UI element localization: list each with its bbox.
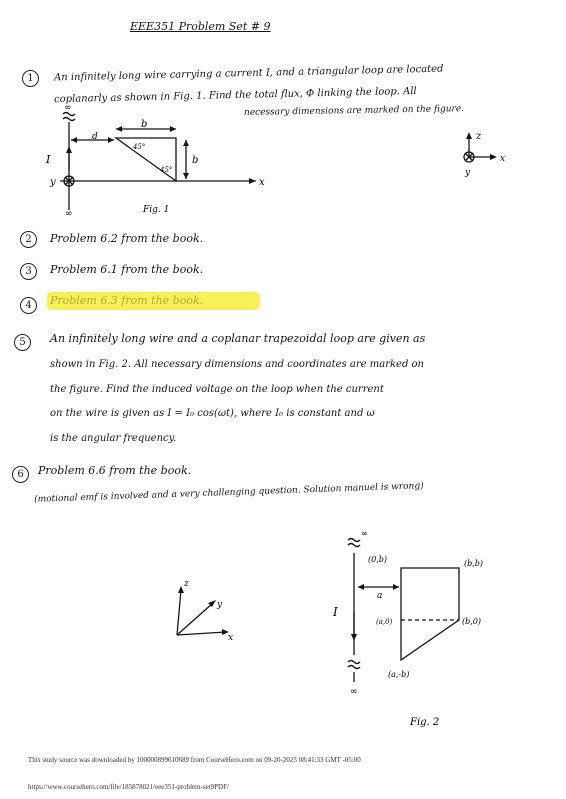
problem-2-text: Problem 6.2 from the book. (50, 232, 204, 245)
problem-1-line-2: coplanarly as shown in Fig. 1. Find the total flux, Φ linking the loop. All (53, 85, 417, 106)
fig2-trapezoid-loop (401, 568, 459, 660)
page-title: EEE351 Problem Set # 9 (130, 20, 271, 33)
axes3d-y-label: y (217, 600, 223, 610)
fig2-inf-bottom: ∞ (350, 687, 358, 697)
problem-5-line-5: is the angular frequency. (50, 433, 177, 444)
fig1-angle-top: 45° (133, 143, 146, 151)
problem-number-4: 4 (20, 297, 37, 314)
fig1-d-label: d (92, 132, 98, 142)
fig1-triangle-loop (116, 138, 176, 181)
axes3d-y (177, 603, 213, 635)
fig1-inf-top: ∞ (64, 103, 72, 113)
problem-4-text: Problem 6.3 from the book. (50, 294, 204, 307)
fig2-caption: Fig. 2 (410, 717, 440, 728)
axes3d-z (177, 590, 181, 635)
problem-5-line-1: An infinitely long wire and a coplanar trapezoidal loop are given as (50, 332, 426, 345)
fig2-break-top (348, 539, 360, 547)
problem-number-6: 6 (12, 466, 29, 483)
fig1-break-top (63, 113, 75, 121)
fig1-angle-bottom: 45° (160, 166, 173, 174)
problem-5-line-2: shown in Fig. 2. All necessary dimensions and coordinates are marked on (50, 359, 424, 370)
axes3d-z-label: z (184, 579, 189, 589)
problem-number-1: 1 (22, 70, 39, 87)
problem-6-line-1: Problem 6.6 from the book. (38, 464, 192, 477)
fig1-x-label: x (259, 177, 265, 188)
fig1-inf-bottom: ∞ (65, 209, 73, 219)
problem-1-line-1: An infinitely long wire carrying a current I, and a triangular loop are located (53, 63, 444, 84)
problem-number-3: 3 (20, 263, 37, 280)
problem-number-5: 5 (14, 334, 31, 351)
axes3d-x-label: x (228, 633, 234, 643)
axes3d-x (177, 632, 226, 635)
problem-6-line-2: (motional emf is involved and a very challenging question. Solution manuel is wrong) (33, 481, 424, 505)
fig2-coord-amb: (a,-b) (388, 670, 410, 679)
download-notice: This study source was downloaded by 100000899610689 from CourseHero.com on 09-20-2025 08:41:33 GMT -05:00 (28, 756, 361, 764)
fig2-current-label: I (333, 605, 338, 619)
fig2-coord-0b: (0,b) (368, 555, 387, 564)
source-url[interactable]: https://www.coursehero.com/file/185878021/eee351-problem-set9PDF/ (28, 783, 229, 791)
fig1-b-side-label: b (192, 155, 199, 166)
axes-y-label: y (465, 168, 471, 178)
problem-1-line-3: necessary dimensions are marked on the figure. (243, 104, 465, 118)
axes-x-label: x (500, 154, 506, 164)
problem-5-line-3: the figure. Find the induced voltage on the loop when the current (50, 384, 384, 395)
fig2-coord-a0: (a,0) (376, 618, 393, 626)
fig1-caption: Fig. 1 (143, 205, 170, 215)
problem-5-line-4: on the wire is given as I = I₀ cos(ωt), where I₀ is constant and ω (50, 408, 375, 419)
figure-1 (0, 0, 566, 240)
figure-2 (0, 520, 566, 740)
fig2-coord-b0: (b,0) (462, 617, 481, 626)
fig1-y-label: y (50, 177, 56, 188)
fig2-coord-bb: (b,b) (464, 559, 484, 568)
fig1-current-label: I (46, 153, 51, 166)
fig2-inf-top: ∞ (361, 529, 368, 538)
axes-z-label: z (476, 131, 482, 142)
fig2-a-label: a (377, 591, 383, 601)
fig2-break-bottom (348, 661, 360, 669)
problem-number-2: 2 (20, 231, 37, 248)
fig1-b-top-label: b (141, 119, 148, 130)
problem-3-text: Problem 6.1 from the book. (50, 263, 204, 276)
